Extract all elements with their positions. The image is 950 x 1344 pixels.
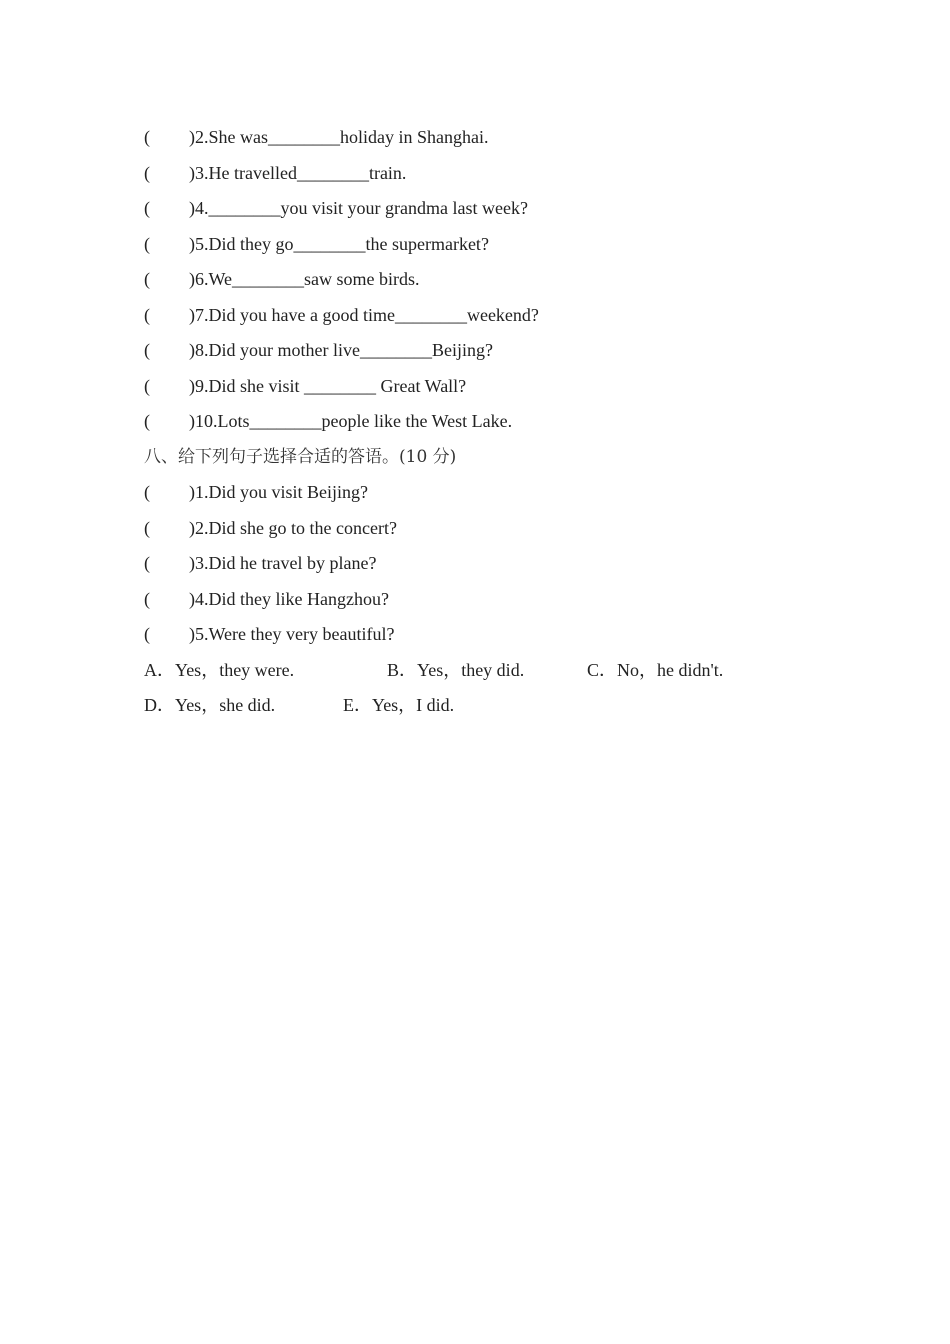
question-10 bbox=[144, 406, 864, 442]
question-3 bbox=[144, 158, 864, 194]
question-text: )9.Did she visit ________ Great Wall? bbox=[189, 375, 467, 396]
answer-paren: ( bbox=[144, 624, 150, 644]
answer-paren: ( bbox=[144, 411, 150, 431]
option-b: B．Yes，they did. bbox=[387, 659, 525, 680]
answer-paren: ( bbox=[144, 198, 150, 218]
answer-paren: ( bbox=[144, 340, 150, 360]
options-row-2 bbox=[144, 690, 864, 726]
question-7 bbox=[144, 300, 864, 336]
question-text: )4.________you visit your grandma last week? bbox=[189, 198, 528, 218]
question-text: )3.He travelled________train. bbox=[189, 162, 407, 183]
question-2 bbox=[144, 122, 864, 158]
answer-paren: ( bbox=[144, 553, 150, 573]
reply-question-2 bbox=[144, 513, 864, 549]
question-text: )5.Did they go________the supermarket? bbox=[189, 233, 489, 254]
question-text: )8.Did your mother live________Beijing? bbox=[189, 340, 493, 360]
options-row-1 bbox=[144, 655, 864, 691]
option-a: A．Yes，they were. bbox=[144, 659, 295, 680]
question-5 bbox=[144, 229, 864, 265]
reply-question-1 bbox=[144, 477, 864, 513]
question-8 bbox=[144, 335, 864, 371]
answer-paren: ( bbox=[144, 162, 150, 183]
question-4 bbox=[144, 193, 864, 229]
reply-question-3 bbox=[144, 548, 864, 584]
answer-paren: ( bbox=[144, 233, 150, 254]
worksheet-page bbox=[144, 122, 864, 726]
option-d: D．Yes，she did. bbox=[144, 695, 276, 715]
answer-paren: ( bbox=[144, 127, 150, 147]
question-6 bbox=[144, 264, 864, 300]
question-text: )6.We________saw some birds. bbox=[189, 269, 420, 289]
question-text: )7.Did you have a good time________weekend? bbox=[189, 304, 539, 325]
reply-question-4 bbox=[144, 584, 864, 620]
question-text: )2.She was________holiday in Shanghai. bbox=[189, 127, 489, 147]
answer-paren: ( bbox=[144, 375, 150, 396]
question-text: )10.Lots________people like the West Lake. bbox=[189, 411, 513, 431]
answer-paren: ( bbox=[144, 304, 150, 325]
answer-paren: ( bbox=[144, 269, 150, 289]
section-8-heading: 八、给下列句子选择合适的答语。(10 分) bbox=[144, 446, 457, 467]
question-text: )2.Did she go to the concert? bbox=[189, 517, 397, 538]
question-text: )1.Did you visit Beijing? bbox=[189, 482, 368, 502]
answer-paren: ( bbox=[144, 588, 150, 609]
answer-paren: ( bbox=[144, 482, 150, 502]
reply-question-5 bbox=[144, 619, 864, 655]
question-text: )5.Were they very beautiful? bbox=[189, 624, 395, 644]
option-c: C．No，he didn't. bbox=[587, 659, 724, 680]
question-text: )3.Did he travel by plane? bbox=[189, 553, 377, 573]
question-9 bbox=[144, 371, 864, 407]
answer-paren: ( bbox=[144, 517, 150, 538]
question-text: )4.Did they like Hangzhou? bbox=[189, 588, 389, 609]
option-e: E．Yes，I did. bbox=[343, 695, 455, 715]
